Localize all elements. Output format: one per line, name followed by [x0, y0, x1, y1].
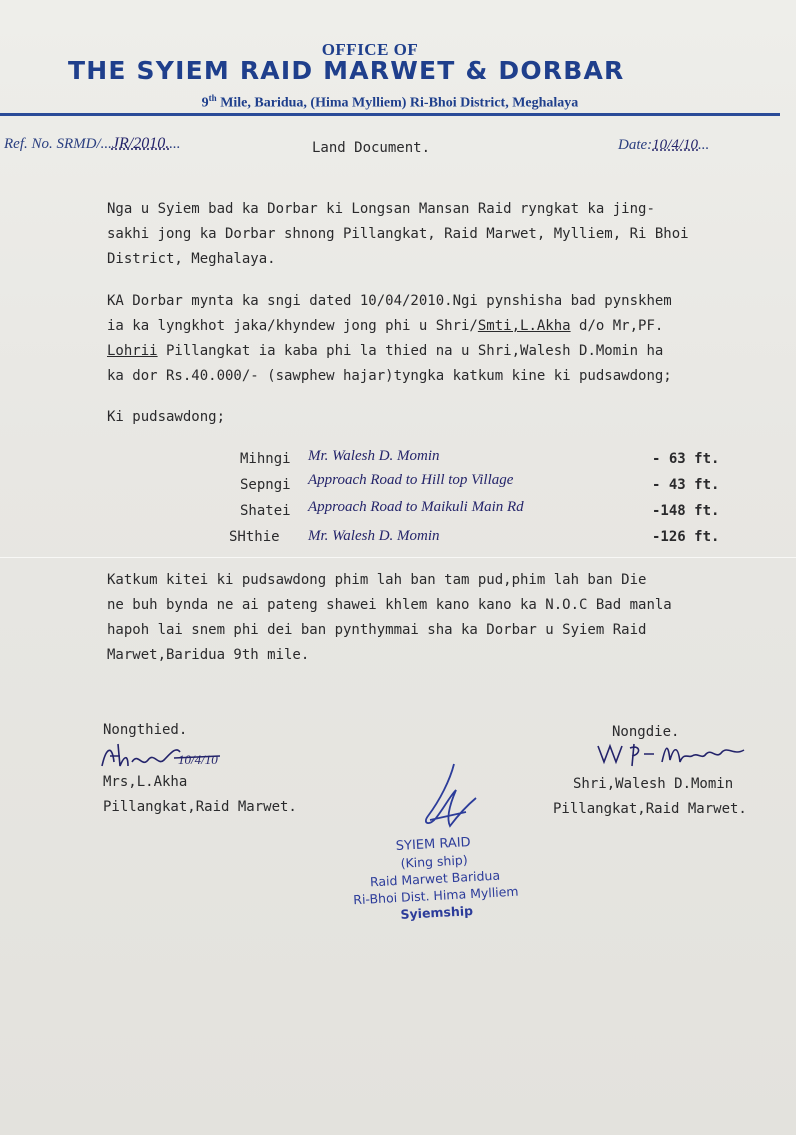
boundary-row [229, 529, 739, 549]
buyer-place: Pillangkat,Raid Marwet. [553, 801, 747, 817]
boundary-row [240, 499, 740, 523]
date-dots: ... [698, 137, 710, 153]
boundary-value: Mr. Walesh D. Momin [308, 528, 440, 544]
declaration-line: KA Dorbar mynta ka sngi dated 10/04/2010.Ngi pynshisha bad pynskhem [107, 293, 672, 309]
boundary-value: Mr. Walesh D. Momin [308, 448, 440, 464]
declaration-line [107, 339, 796, 364]
syiem-signature [410, 760, 490, 840]
seller-sign-date: 10/4/10 [178, 752, 218, 767]
buyer-signature [594, 738, 754, 770]
stamp-line: (King ship) [400, 852, 469, 871]
intro-line: Nga u Syiem bad ka Dorbar ki Longsan Mansan Raid ryngkat ka jing- [107, 201, 655, 217]
seller-name: Mrs,L.Akha [103, 774, 188, 790]
boundary-value: Approach Road to Hill top Village [308, 472, 514, 488]
boundary-row [240, 472, 740, 497]
organization-address [0, 93, 780, 112]
header-rule [0, 113, 780, 116]
document-date [618, 137, 709, 154]
seller-label: Nongthied. [103, 722, 188, 738]
address-text: Mile, Baridua, (Hima Mylliem) Ri-Bhoi District, Meghalaya [216, 95, 579, 111]
boundary-direction: Sepngi [240, 477, 291, 493]
paragraph-intro [107, 197, 796, 272]
conditions-line: hapoh lai snem phi dei ban pynthymmai sha ka Dorbar u Syiem Raid [107, 622, 647, 638]
boundary-direction: SHthie [229, 529, 280, 545]
stamp-line: Raid Marwet Baridua [369, 867, 501, 890]
declaration-text: Pillangkat ia kaba phi la thied na u Shri,Walesh D.Momin ha [157, 343, 664, 359]
paragraph-conditions [107, 568, 796, 668]
ref-value: JR/2010. [111, 135, 170, 152]
address-number: 9 [201, 95, 209, 111]
declaration-text: d/o Mr,PF. [570, 318, 664, 334]
stamp-line: SYIEM RAID [395, 835, 471, 854]
buyer-name: Shri,Walesh D.Momin [573, 776, 734, 792]
intro-line: sakhi jong ka Dorbar shnong Pillangkat, Raid Marwet, Mylliem, Ri Bhoi [107, 226, 689, 242]
boundary-length: -148 ft. [652, 503, 720, 519]
date-value: 10/4/10 [652, 137, 698, 153]
ref-dots: ... [169, 136, 181, 152]
paper-fold-line [0, 557, 796, 558]
seller-place: Pillangkat,Raid Marwet. [103, 799, 297, 815]
boundary-direction: Mihngi [240, 451, 291, 467]
boundary-length: - 63 ft. [652, 451, 720, 467]
office-of-heading: OFFICE OF [321, 40, 419, 59]
organization-name: THE SYIEM RAID MARWET & DORBAR [68, 56, 625, 85]
boundary-length: -126 ft. [652, 529, 720, 545]
boundary-value: Approach Road to Maikuli Main Rd [308, 499, 524, 515]
stamp-line: Syiemship [400, 903, 474, 922]
conditions-line: Marwet,Baridua 9th mile. [107, 647, 310, 663]
declaration-line: ka dor Rs.40.000/- (sawphew hajar)tyngka katkum kine ki pudsawdong; [107, 368, 672, 384]
address-superscript: th [208, 93, 217, 103]
owner-name: Smti,L.Akha [477, 318, 571, 334]
syiem-stamp [338, 831, 532, 926]
boundary-length: - 43 ft. [652, 477, 720, 493]
date-label: Date: [618, 137, 653, 153]
declaration-text: ia ka lyngkhot jaka/khyndew jong phi u Shri/ [107, 318, 478, 334]
declaration-line [107, 314, 796, 339]
document-title: Land Document. [312, 140, 431, 156]
boundary-row [240, 448, 740, 471]
conditions-line: ne buh bynda ne ai pateng shawei khlem kano kano ka N.O.C Bad manla [107, 597, 672, 613]
reference-number [4, 135, 180, 153]
paragraph-declaration [107, 289, 796, 389]
boundary-direction: Shatei [240, 503, 291, 519]
conditions-line: Katkum kitei ki pudsawdong phim lah ban tam pud,phim lah ban Die [107, 572, 647, 588]
ref-label: Ref. No. SRMD/... [4, 136, 112, 152]
buyer-label: Nongdie. [612, 724, 680, 740]
intro-line: District, Meghalaya. [107, 251, 276, 267]
stamp-line: Ri-Bhoi Dist. Hima Mylliem [352, 883, 519, 908]
father-name: Lohrii [107, 343, 158, 359]
boundaries-heading: Ki pudsawdong; [107, 409, 226, 425]
